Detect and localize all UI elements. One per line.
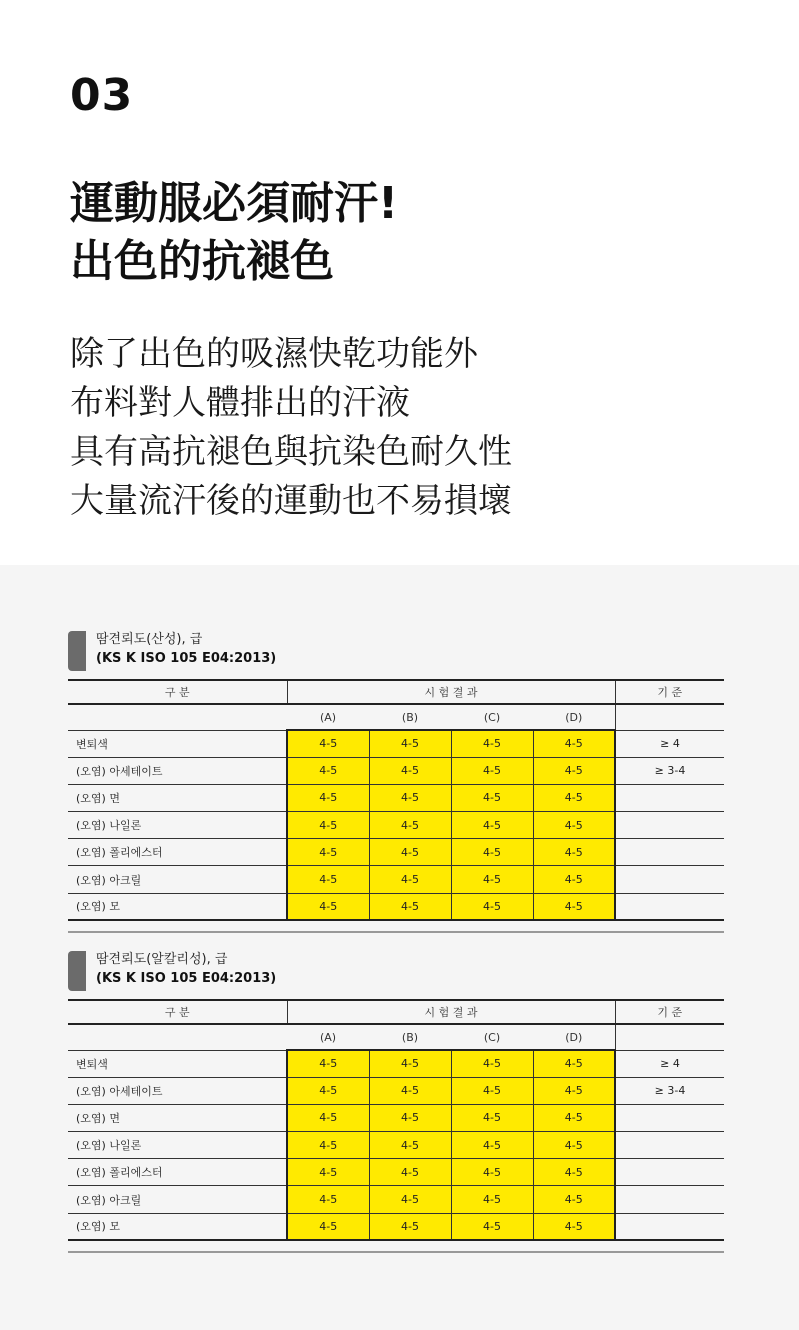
- criteria-cell: [615, 839, 724, 866]
- table-title: 땀견뢰도(산성), 급: [96, 632, 203, 647]
- result-cell: 4-5: [287, 757, 369, 784]
- row-label: (오염) 모: [68, 1213, 287, 1240]
- table-row: [68, 1050, 724, 1077]
- result-cell: 4-5: [369, 730, 451, 757]
- result-cell: 4-5: [451, 866, 533, 893]
- test-results-panel: [0, 565, 799, 1330]
- title-tab-marker: [68, 631, 86, 671]
- result-cell: 4-5: [533, 784, 615, 811]
- result-cell: 4-5: [287, 730, 369, 757]
- alkaline-perspiration-block: [68, 951, 724, 1234]
- acid-perspiration-block: [68, 631, 724, 914]
- row-label: (오염) 폴리에스터: [68, 1159, 287, 1186]
- table-row: [68, 839, 724, 866]
- result-cell: 4-5: [287, 784, 369, 811]
- table-row: [68, 730, 724, 757]
- result-cell: 4-5: [369, 1077, 451, 1104]
- result-cell: 4-5: [369, 784, 451, 811]
- criteria-cell: ≥ 4: [615, 730, 724, 757]
- result-cell: 4-5: [287, 1132, 369, 1159]
- result-cell: 4-5: [451, 1186, 533, 1213]
- heading-line: 運動服必須耐汗!: [70, 178, 399, 229]
- criteria-cell: [615, 866, 724, 893]
- column-header-row: [68, 1024, 724, 1050]
- result-cell: 4-5: [533, 893, 615, 920]
- criteria-cell: [615, 1132, 724, 1159]
- results-table: [68, 679, 724, 921]
- column-header: (C): [451, 1024, 533, 1050]
- table-header-row: [68, 1000, 724, 1024]
- table-row: [68, 866, 724, 893]
- result-cell: 4-5: [369, 1104, 451, 1131]
- result-cell: 4-5: [287, 1104, 369, 1131]
- result-cell: 4-5: [287, 1213, 369, 1240]
- criteria-cell: [615, 812, 724, 839]
- result-cell: 4-5: [287, 1050, 369, 1077]
- column-header: (B): [369, 704, 451, 730]
- section-number: 03: [70, 70, 134, 121]
- result-cell: 4-5: [369, 1186, 451, 1213]
- header-results: 시 험 결 과: [287, 1000, 615, 1024]
- table-row: [68, 1077, 724, 1104]
- criteria-cell: ≥ 3-4: [615, 1077, 724, 1104]
- table-header-row: [68, 680, 724, 704]
- table-row: [68, 1213, 724, 1240]
- result-cell: 4-5: [369, 1213, 451, 1240]
- intro-section: [0, 0, 799, 565]
- column-header: (C): [451, 704, 533, 730]
- column-header: (B): [369, 1024, 451, 1050]
- result-cell: 4-5: [533, 839, 615, 866]
- row-label: (오염) 나일론: [68, 812, 287, 839]
- column-header-row: [68, 704, 724, 730]
- header-criteria: 기 준: [615, 1000, 724, 1024]
- row-label: (오염) 폴리에스터: [68, 839, 287, 866]
- table-row: [68, 1159, 724, 1186]
- table-row: [68, 784, 724, 811]
- result-cell: 4-5: [533, 1104, 615, 1131]
- result-cell: 4-5: [533, 757, 615, 784]
- result-cell: 4-5: [369, 812, 451, 839]
- result-cell: 4-5: [451, 893, 533, 920]
- row-label: 변퇴색: [68, 1050, 287, 1077]
- description-line: 大量流汗後的運動也不易損壞: [70, 481, 512, 521]
- result-cell: 4-5: [369, 1132, 451, 1159]
- result-cell: 4-5: [369, 839, 451, 866]
- criteria-cell: [615, 1159, 724, 1186]
- description-line: 具有高抗褪色與抗染色耐久性: [70, 432, 512, 472]
- row-label: (오염) 아세테이트: [68, 1077, 287, 1104]
- row-label: (오염) 아세테이트: [68, 757, 287, 784]
- row-label: (오염) 면: [68, 1104, 287, 1131]
- table-row: [68, 1104, 724, 1131]
- result-cell: 4-5: [369, 1050, 451, 1077]
- result-cell: 4-5: [533, 1213, 615, 1240]
- criteria-cell: [615, 1213, 724, 1240]
- row-label: (오염) 나일론: [68, 1132, 287, 1159]
- result-cell: 4-5: [451, 1077, 533, 1104]
- criteria-cell: [615, 1186, 724, 1213]
- column-header: (D): [533, 704, 615, 730]
- criteria-cell: ≥ 4: [615, 1050, 724, 1077]
- header-category: 구 분: [68, 680, 287, 704]
- table-row: [68, 893, 724, 920]
- column-header: (A): [287, 704, 369, 730]
- row-label: (오염) 아크릴: [68, 866, 287, 893]
- description-line: 除了出色的吸濕快乾功能外: [70, 334, 478, 374]
- result-cell: 4-5: [287, 866, 369, 893]
- result-cell: 4-5: [533, 1186, 615, 1213]
- section-heading: [70, 175, 398, 291]
- row-label: (오염) 아크릴: [68, 1186, 287, 1213]
- results-table: [68, 999, 724, 1241]
- result-cell: 4-5: [533, 866, 615, 893]
- result-cell: 4-5: [287, 893, 369, 920]
- result-cell: 4-5: [369, 1159, 451, 1186]
- result-cell: 4-5: [451, 812, 533, 839]
- result-cell: 4-5: [287, 1077, 369, 1104]
- row-label: (오염) 면: [68, 784, 287, 811]
- result-cell: 4-5: [369, 893, 451, 920]
- result-cell: 4-5: [287, 1159, 369, 1186]
- result-cell: 4-5: [451, 1104, 533, 1131]
- result-cell: 4-5: [533, 1159, 615, 1186]
- result-cell: 4-5: [533, 730, 615, 757]
- table-title-bar: [68, 951, 724, 991]
- row-label: (오염) 모: [68, 893, 287, 920]
- result-cell: 4-5: [533, 812, 615, 839]
- result-cell: 4-5: [533, 1077, 615, 1104]
- result-cell: 4-5: [533, 1050, 615, 1077]
- result-cell: 4-5: [451, 784, 533, 811]
- description-line: 布料對人體排出的汗液: [70, 383, 410, 423]
- header-criteria: 기 준: [615, 680, 724, 704]
- header-blank: [68, 704, 287, 730]
- title-tab-marker: [68, 951, 86, 991]
- result-cell: 4-5: [451, 1159, 533, 1186]
- result-cell: 4-5: [287, 1186, 369, 1213]
- table-row: [68, 757, 724, 784]
- result-cell: 4-5: [451, 757, 533, 784]
- section-description: [70, 330, 512, 526]
- criteria-cell: [615, 893, 724, 920]
- table-row: [68, 1186, 724, 1213]
- result-cell: 4-5: [287, 839, 369, 866]
- heading-line: 出色的抗褪色: [70, 236, 334, 287]
- table-title-bar: [68, 631, 724, 671]
- table-title: 땀견뢰도(알칼리성), 급: [96, 952, 228, 967]
- criteria-cell: ≥ 3-4: [615, 757, 724, 784]
- table-bottom-rule: [68, 931, 724, 933]
- result-cell: 4-5: [369, 757, 451, 784]
- header-blank: [615, 704, 724, 730]
- result-cell: 4-5: [451, 1132, 533, 1159]
- table-row: [68, 812, 724, 839]
- criteria-cell: [615, 1104, 724, 1131]
- criteria-cell: [615, 784, 724, 811]
- result-cell: 4-5: [451, 1213, 533, 1240]
- table-row: [68, 1132, 724, 1159]
- result-cell: 4-5: [451, 730, 533, 757]
- header-blank: [68, 1024, 287, 1050]
- column-header: (D): [533, 1024, 615, 1050]
- result-cell: 4-5: [287, 812, 369, 839]
- result-cell: 4-5: [451, 1050, 533, 1077]
- result-cell: 4-5: [451, 839, 533, 866]
- table-bottom-rule: [68, 1251, 724, 1253]
- result-cell: 4-5: [369, 866, 451, 893]
- table-standard: (KS K ISO 105 E04:2013): [96, 651, 277, 666]
- row-label: 변퇴색: [68, 730, 287, 757]
- table-standard: (KS K ISO 105 E04:2013): [96, 971, 277, 986]
- header-blank: [615, 1024, 724, 1050]
- header-results: 시 험 결 과: [287, 680, 615, 704]
- result-cell: 4-5: [533, 1132, 615, 1159]
- column-header: (A): [287, 1024, 369, 1050]
- header-category: 구 분: [68, 1000, 287, 1024]
